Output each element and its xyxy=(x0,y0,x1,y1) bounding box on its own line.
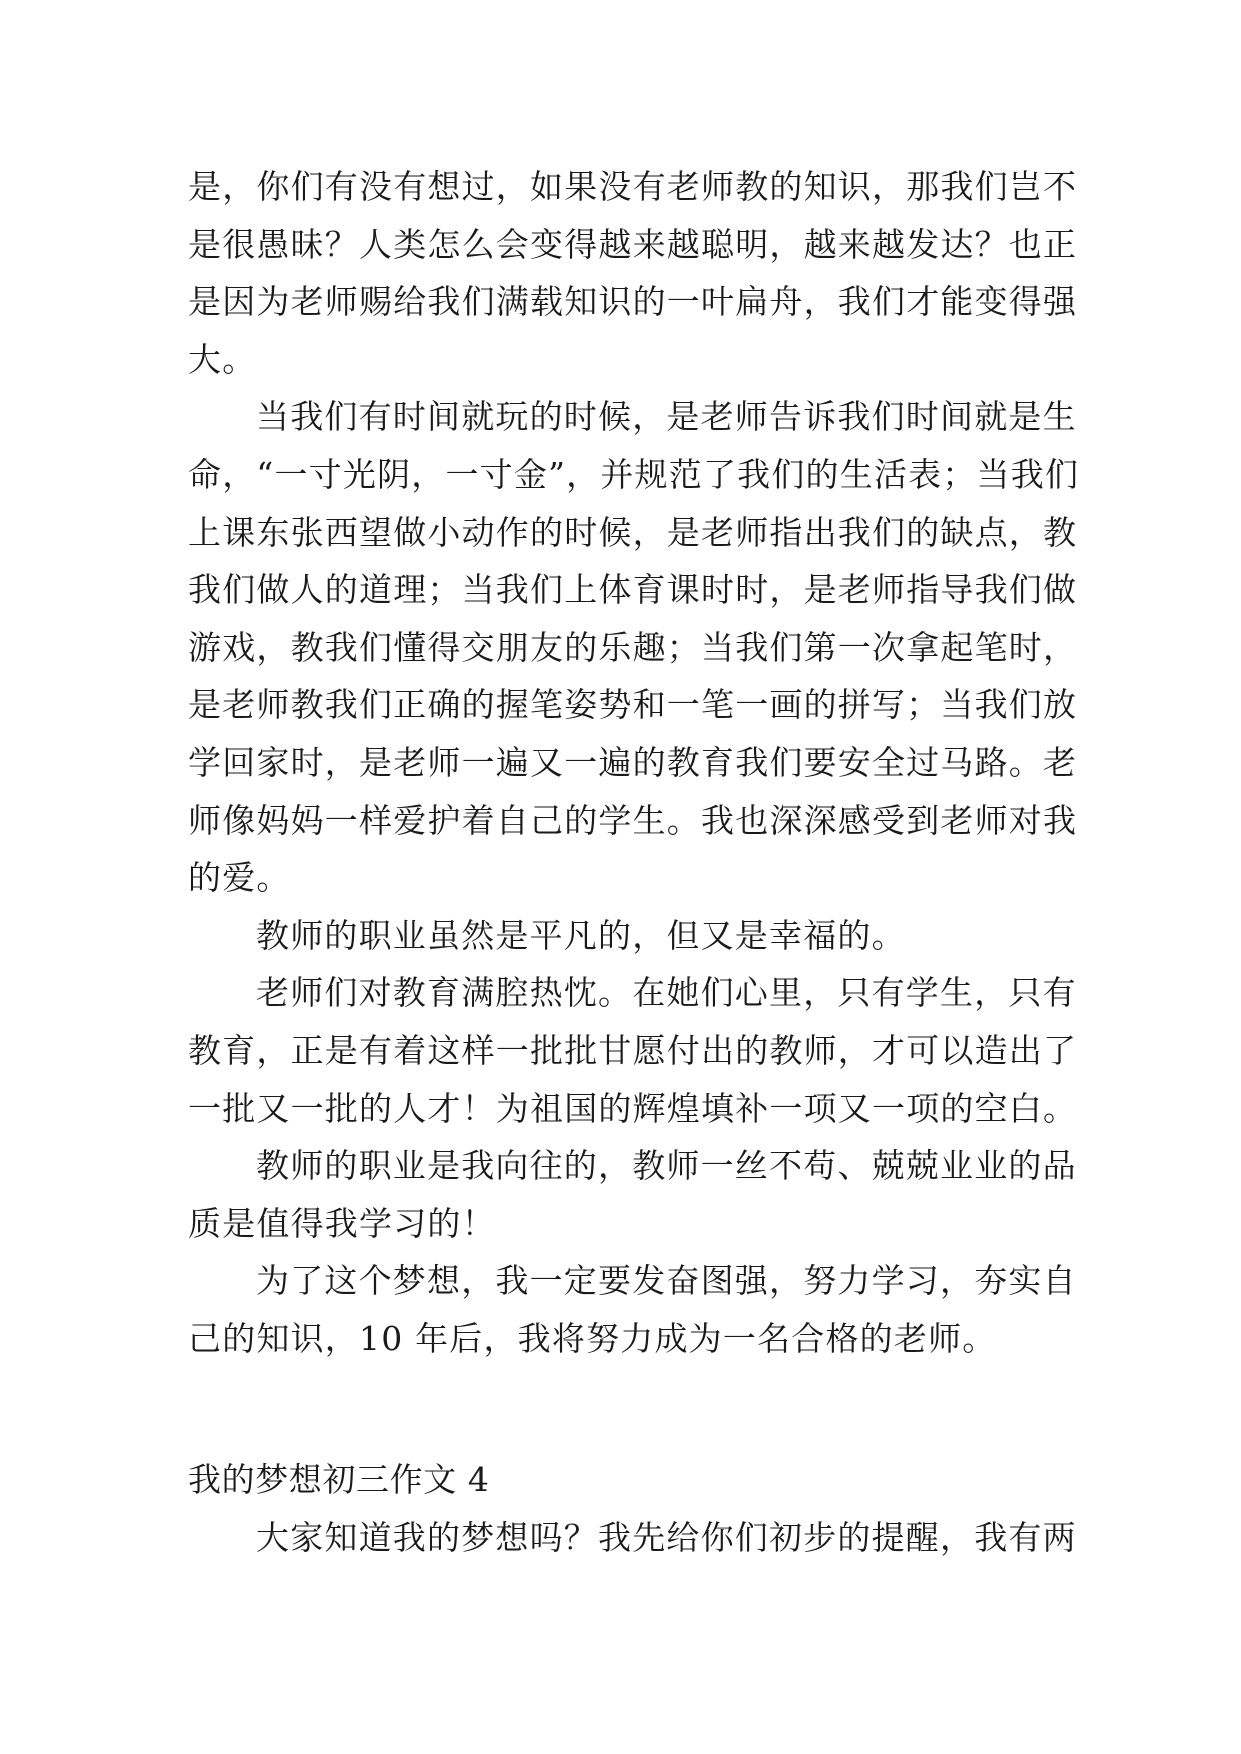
section-spacer xyxy=(188,1367,1068,1451)
paragraph-line: 是因为老师赐给我们满载知识的一叶扁舟，我们才能变得强 xyxy=(188,282,1078,322)
paragraph-line: 大。 xyxy=(188,339,257,379)
paragraph-line: 是，你们有没有想过，如果没有老师教的知识，那我们岂不 xyxy=(188,167,1078,206)
paragraph-line: 教师的职业虽然是平凡的，但又是幸福的。 xyxy=(256,915,906,955)
section-heading: 我的梦想初三作文 4 xyxy=(188,1460,490,1500)
paragraph-line: 是老师教我们正确的握笔姿势和一笔一画的拼写；当我们放 xyxy=(188,685,1078,725)
paragraph-line: 我们做人的道理；当我们上体育课时时，是老师指导我们做 xyxy=(188,570,1078,610)
paragraph-line: 大家知道我的梦想吗？我先给你们初步的提醒，我有两 xyxy=(256,1518,1077,1558)
paragraph-line: 己的知识，10 年后，我将努力成为一名合格的老师。 xyxy=(188,1318,997,1358)
paragraph-line: 学回家时，是老师一遍又一遍的教育我们要安全过马路。老 xyxy=(188,742,1078,782)
paragraph-line: 的爱。 xyxy=(188,858,291,898)
paragraph-line: 教育，正是有着这样一批批甘愿付出的教师，才可以造出了 xyxy=(188,1030,1078,1070)
paragraph-line: 为了这个梦想，我一定要发奋图强，努力学习，夯实自 xyxy=(256,1261,1077,1301)
paragraph-line: 质是值得我学习的！ xyxy=(188,1203,496,1243)
paragraph-line: 是很愚昧？人类怎么会变得越来越聪明，越来越发达？也正 xyxy=(188,224,1078,264)
paragraph-line: 老师们对教育满腔热忱。在她们心里，只有学生，只有 xyxy=(256,973,1077,1013)
paragraph-line: 命，“一寸光阴，一寸金”，并规范了我们的生活表；当我们 xyxy=(188,454,1080,494)
paragraph-line: 师像妈妈一样爱护着自己的学生。我也深深感受到老师对我 xyxy=(188,800,1078,840)
essay-body xyxy=(188,158,1080,1567)
paragraph-line: 当我们有时间就玩的时候，是老师告诉我们时间就是生 xyxy=(256,397,1077,437)
paragraph-line: 一批又一批的人才！为祖国的辉煌填补一项又一项的空白。 xyxy=(188,1088,1078,1128)
paragraph-line: 教师的职业是我向往的，教师一丝不苟、兢兢业业的品 xyxy=(256,1146,1077,1186)
paragraph-line: 游戏，教我们懂得交朋友的乐趣；当我们第一次拿起笔时， xyxy=(188,627,1078,667)
paragraph-line: 上课东张西望做小动作的时候，是老师指出我们的缺点，教 xyxy=(188,512,1078,552)
